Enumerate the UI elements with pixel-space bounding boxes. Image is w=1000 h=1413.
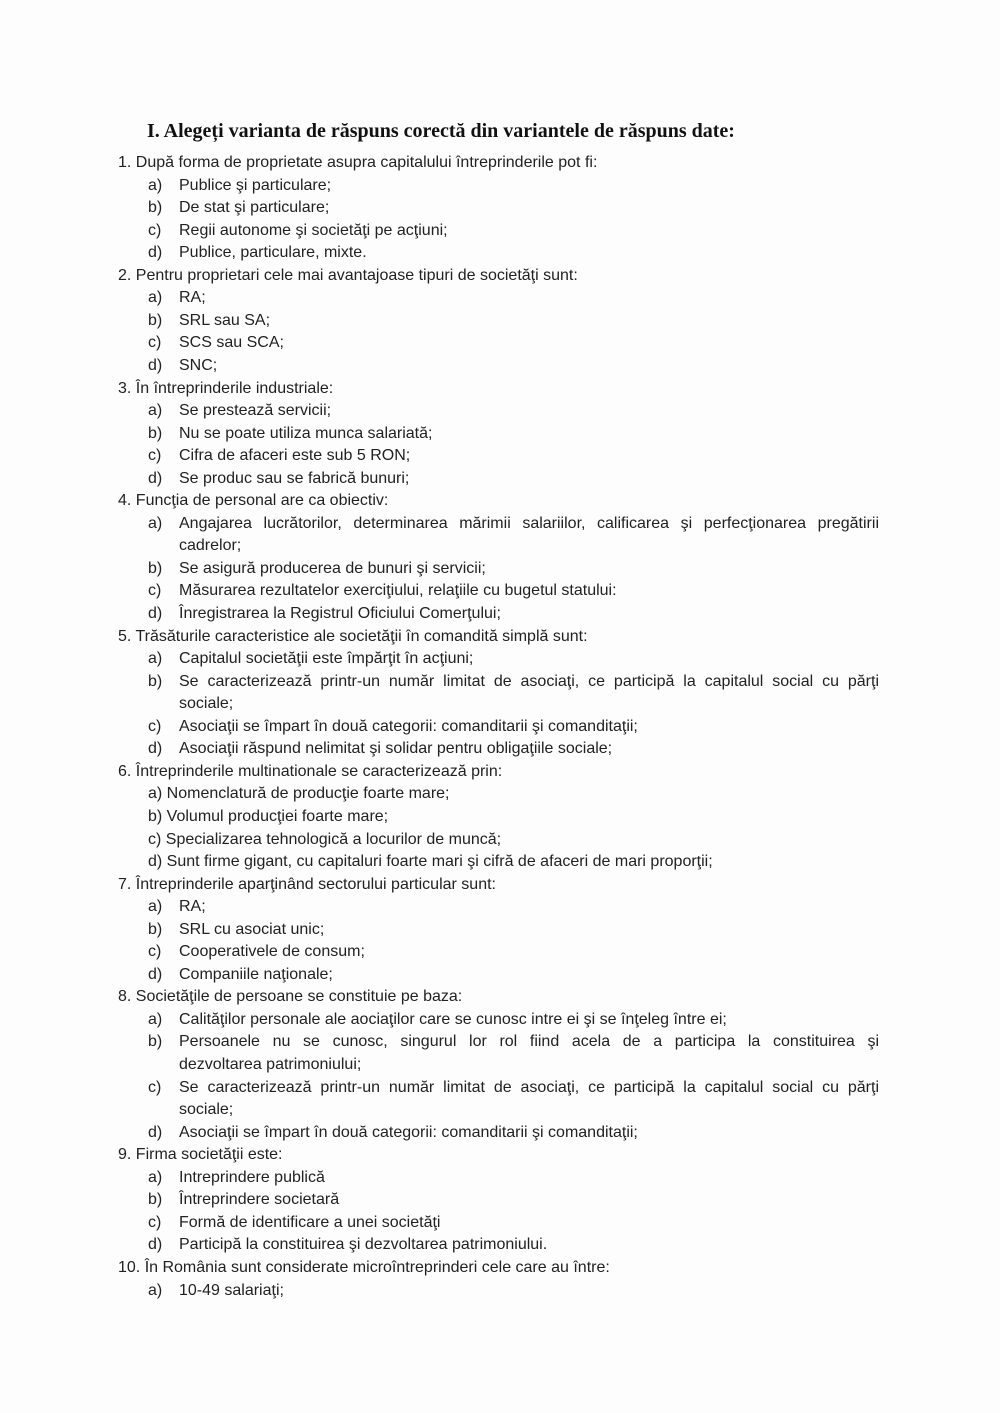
option-letter: d) [148, 740, 163, 757]
option-letter: b) [148, 921, 163, 938]
option-letter: a) [148, 898, 163, 915]
option-letter: b) [148, 560, 163, 577]
question-text: 2. Pentru proprietari cele mai avantajoase tipuri de societăţi sunt: [118, 267, 578, 284]
option-text: SRL cu asociat unic; [179, 921, 325, 938]
option-text-continued: cadrelor; [179, 537, 242, 554]
option-letter: d) [148, 605, 163, 622]
option-letter: c) [148, 334, 162, 351]
option-text: Se asigură producerea de bunuri şi servicii; [179, 560, 486, 577]
option-text: Se produc sau se fabrică bunuri; [179, 470, 410, 487]
option-letter: a) [148, 177, 163, 194]
option-text: Intreprindere publică [179, 1169, 325, 1186]
option-text: Înregistrarea la Registrul Oficiului Comerţului; [179, 605, 501, 622]
page-title: I. Alegeți varianta de răspuns corectă din variantele de răspuns date: [147, 120, 735, 142]
question-text: 9. Firma societăţii este: [118, 1146, 283, 1163]
option-letter: a) [148, 515, 163, 532]
option-letter: b) [148, 312, 163, 329]
option-text: Cooperativele de consum; [179, 943, 365, 960]
option-text: Persoanele nu se cunosc, singurul lor rol fiind acela de a participa la constituirea şi [179, 1033, 879, 1050]
option-letter: b) [148, 1191, 163, 1208]
option-letter: c) [148, 1079, 162, 1096]
question-text: 3. În întreprinderile industriale: [118, 380, 334, 397]
option-letter: b) [148, 673, 163, 690]
option-text: Se caracterizează printr-un număr limitat de asociaţi, ce participă la capitalul social cu părţi [179, 673, 879, 690]
option-text: Angajarea lucrătorilor, determinarea mărimii salariilor, calificarea şi perfecţionarea pregătirii [179, 515, 879, 532]
option-letter: a) [148, 402, 163, 419]
question-text: 7. Întreprinderile aparţinând sectorului particular sunt: [118, 876, 496, 893]
option-text: Publice, particulare, mixte. [179, 244, 367, 261]
option-text: Participă la constituirea şi dezvoltarea patrimoniului. [179, 1236, 548, 1253]
option-text: Capitalul societăţii este împărţit în acţiuni; [179, 650, 474, 667]
option-text: Se caracterizează printr-un număr limitat de asociaţi, ce participă la capitalul social cu părţi [179, 1079, 879, 1096]
answer-option-inline: c) Specializarea tehnologică a locurilor de muncă; [148, 831, 502, 848]
answer-option-inline: b) Volumul producţiei foarte mare; [148, 808, 389, 825]
option-text: SRL sau SA; [179, 312, 271, 329]
option-letter: d) [148, 966, 163, 983]
option-text: Măsurarea rezultatelor exerciţiului, relaţiile cu bugetul statului: [179, 582, 617, 599]
option-text-continued: sociale; [179, 1101, 234, 1118]
option-letter: d) [148, 470, 163, 487]
option-letter: b) [148, 425, 163, 442]
option-text: 10-49 salariaţi; [179, 1282, 284, 1299]
option-text-continued: dezvoltarea patrimoniului; [179, 1056, 362, 1073]
option-text: Formă de identificare a unei societăţi [179, 1214, 441, 1231]
question-text: 10. În România sunt considerate microîntreprinderi cele care au între: [118, 1259, 610, 1276]
option-text: Asociaţii răspund nelimitat şi solidar pentru obligaţiile sociale; [179, 740, 613, 757]
question-text: 1. După forma de proprietate asupra capitalului întreprinderile pot fi: [118, 154, 598, 171]
answer-option-inline: a) Nomenclatură de producţie foarte mare; [148, 785, 450, 802]
option-letter: a) [148, 650, 163, 667]
option-letter: c) [148, 718, 162, 735]
question-text: 8. Societăţile de persoane se constituie pe baza: [118, 988, 463, 1005]
option-text: Companiile naţionale; [179, 966, 333, 983]
option-letter: d) [148, 1236, 163, 1253]
option-letter: c) [148, 222, 162, 239]
question-text: 6. Întreprinderile multinationale se caracterizează prin: [118, 763, 503, 780]
option-text: Publice şi particulare; [179, 177, 332, 194]
option-letter: a) [148, 1282, 163, 1299]
option-text: De stat şi particulare; [179, 199, 330, 216]
question-text: 5. Trăsăturile caracteristice ale societăţii în comandită simplă sunt: [118, 628, 588, 645]
option-text: Asociaţii se împart în două categorii: comanditarii şi comanditaţii; [179, 718, 638, 735]
answer-option-inline: d) Sunt firme gigant, cu capitaluri foarte mari şi cifră de afaceri de mari proporţii; [148, 853, 713, 870]
question-text: 4. Funcţia de personal are ca obiectiv: [118, 492, 389, 509]
option-text: Regii autonome şi societăţi pe acţiuni; [179, 222, 448, 239]
option-letter: c) [148, 582, 162, 599]
option-text: Se prestează servicii; [179, 402, 332, 419]
option-letter: d) [148, 244, 163, 261]
option-text: Asociaţii se împart în două categorii: comanditarii şi comanditaţii; [179, 1124, 638, 1141]
option-text: SCS sau SCA; [179, 334, 284, 351]
option-text: Nu se poate utiliza munca salariată; [179, 425, 433, 442]
option-text: RA; [179, 898, 206, 915]
option-letter: a) [148, 1169, 163, 1186]
option-letter: d) [148, 1124, 163, 1141]
option-text: Calităţilor personale ale aociaţilor care se cunosc intre ei şi se înţeleg între ei; [179, 1011, 727, 1028]
option-letter: c) [148, 943, 162, 960]
option-text: Întreprindere societară [179, 1191, 340, 1208]
option-text: Cifra de afaceri este sub 5 RON; [179, 447, 411, 464]
option-letter: a) [148, 1011, 163, 1028]
option-letter: a) [148, 289, 163, 306]
option-text: SNC; [179, 357, 218, 374]
option-text-continued: sociale; [179, 695, 234, 712]
option-letter: d) [148, 357, 163, 374]
option-letter: b) [148, 199, 163, 216]
option-letter: c) [148, 447, 162, 464]
option-letter: b) [148, 1033, 163, 1050]
option-letter: c) [148, 1214, 162, 1231]
option-text: RA; [179, 289, 206, 306]
